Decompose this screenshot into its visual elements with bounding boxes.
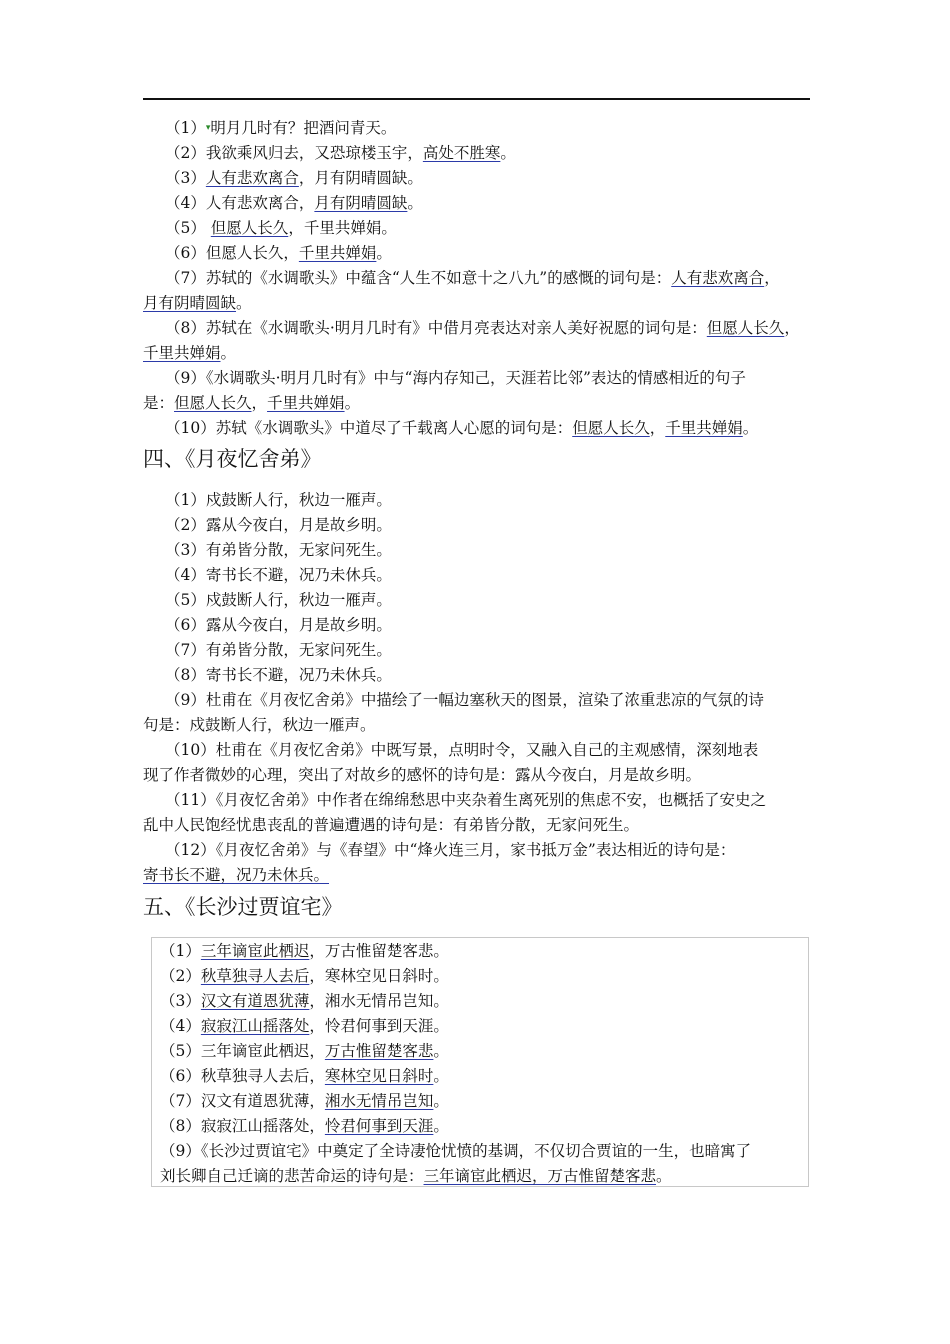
list-item: （5） 但愿人长久，千里共婵娟。 xyxy=(165,219,397,237)
list-item: （2）秋草独寻人去后，寒林空见日斜时。 xyxy=(160,967,449,985)
list-item: （5）戍鼓断人行，秋边一雁声。 xyxy=(165,591,392,609)
list-item: （8）寂寂江山摇落处，怜君何事到天涯。 xyxy=(160,1117,449,1135)
section-5-box xyxy=(151,937,809,1187)
list-item: （2）露从今夜白，月是故乡明。 xyxy=(165,516,392,534)
list-item-cont: 刘长卿自己迁谪的悲苦命运的诗句是：三年谪宦此栖迟，万古惟留楚客悲。 xyxy=(160,1167,672,1185)
list-item: （9）《长沙过贾谊宅》中奠定了全诗凄怆忧愤的基调，不仅切合贾谊的一生，也暗寓了 xyxy=(160,1142,752,1160)
section-3-items xyxy=(143,116,810,441)
list-item: （6）但愿人长久，千里共婵娟。 xyxy=(165,244,392,262)
list-item: （7）苏轼的《水调歌头》中蕴含“人生不如意十之八九”的感慨的词句是：人有悲欢离合， xyxy=(165,269,780,287)
list-item-cont: 句是：戍鼓断人行，秋边一雁声。 xyxy=(143,716,376,734)
list-item: （10）杜甫在《月夜忆舍弟》中既写景，点明时令，又融入自己的主观感情，深刻地表 xyxy=(165,741,759,759)
list-item-cont: 千里共婵娟。 xyxy=(143,344,237,362)
section-5-title: 五、《长沙过贾谊宅》 xyxy=(143,895,343,919)
list-item: （1）三年谪宦此栖迟，万古惟留楚客悲。 xyxy=(160,942,449,960)
list-item: （4）人有悲欢离合，月有阴晴圆缺。 xyxy=(165,194,423,212)
list-item: （2）我欲乘风归去，又恐琼楼玉宇，高处不胜寒。 xyxy=(165,144,516,162)
list-item: （1）戍鼓断人行，秋边一雁声。 xyxy=(165,491,392,509)
list-item: （8）寄书长不避，况乃未休兵。 xyxy=(165,666,392,684)
list-item-cont: 月有阴晴圆缺。 xyxy=(143,294,252,312)
edit-mark-icon: ▾ xyxy=(205,123,211,133)
list-item: （8）苏轼在《水调歌头·明月几时有》中借月亮表达对亲人美好祝愿的词句是：但愿人长久， xyxy=(165,319,800,337)
section-4-items xyxy=(143,488,810,888)
list-item: （3）有弟皆分散，无家问死生。 xyxy=(165,541,392,559)
list-item: （5）三年谪宦此栖迟，万古惟留楚客悲。 xyxy=(160,1042,449,1060)
list-item: （6）秋草独寻人去后，寒林空见日斜时。 xyxy=(160,1067,449,1085)
list-item: （6）露从今夜白，月是故乡明。 xyxy=(165,616,392,634)
list-item: （9）杜甫在《月夜忆舍弟》中描绘了一幅边塞秋天的图景，渲染了浓重悲凉的气氛的诗 xyxy=(165,691,764,709)
list-item-cont: 寄书长不避，况乃未休兵。 xyxy=(143,866,330,884)
list-item: （3）汉文有道恩犹薄，湘水无情吊岂知。 xyxy=(160,992,449,1010)
list-item: （10）苏轼《水调歌头》中道尽了千载离人心愿的词句是：但愿人长久，千里共婵娟。 xyxy=(165,419,759,437)
list-item: （1）▾明月几时有？把酒问青天。 xyxy=(165,119,397,137)
list-item: （4）寄书长不避，况乃未休兵。 xyxy=(165,566,392,584)
list-item: （12）《月夜忆舍弟》与《春望》中“烽火连三月，家书抵万金”表达相近的诗句是： xyxy=(165,841,736,859)
list-item-cont: 乱中人民饱经忧患丧乱的普遍遭遇的诗句是：有弟皆分散，无家问死生。 xyxy=(143,816,640,834)
list-item: （7）有弟皆分散，无家问死生。 xyxy=(165,641,392,659)
list-item: （9）《水调歌头·明月几时有》中与“海内存知己，天涯若比邻”表达的情感相近的句子 xyxy=(165,369,746,387)
list-item-cont: 现了作者微妙的心理，突出了对故乡的感怀的诗句是：露从今夜白，月是故乡明。 xyxy=(143,766,702,784)
list-item: （7）汉文有道恩犹薄，湘水无情吊岂知。 xyxy=(160,1092,449,1110)
list-item: （3）人有悲欢离合，月有阴晴圆缺。 xyxy=(165,169,423,187)
top-rule xyxy=(143,98,810,100)
list-item: （4）寂寂江山摇落处，怜君何事到天涯。 xyxy=(160,1017,449,1035)
section-4-title: 四、《月夜忆舍弟》 xyxy=(143,447,322,471)
list-item: （11）《月夜忆舍弟》中作者在绵绵愁思中夹杂着生离死别的焦虑不安，也概括了安史之 xyxy=(165,791,766,809)
list-item-cont: 是：但愿人长久，千里共婵娟。 xyxy=(143,394,361,412)
